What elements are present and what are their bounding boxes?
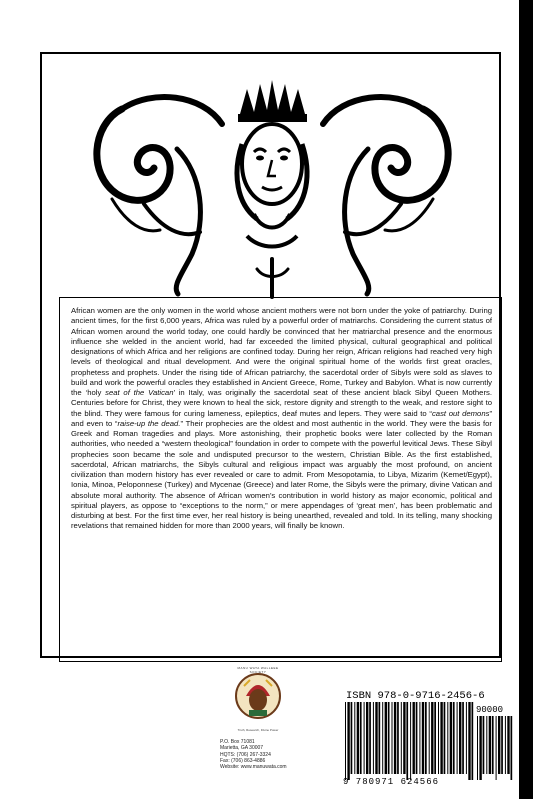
address-line: Website: www.manuwata.com bbox=[220, 764, 287, 771]
publisher-block bbox=[204, 666, 314, 799]
barcode-bar bbox=[486, 716, 487, 774]
synopsis-paragraph bbox=[71, 306, 492, 532]
barcode-bar bbox=[440, 702, 442, 774]
barcode-bar bbox=[369, 702, 371, 774]
barcode-bar bbox=[462, 702, 464, 774]
barcode-bar bbox=[492, 716, 494, 774]
cover-edge-bar bbox=[519, 0, 533, 799]
synopsis-text: ’ in Italy, was originally the sacerdotal seat of these ancient black Sibyl Queen Mothers. Centuries before for Christ, they were known to heal the sick, restore dignity and strength to the weak, and restore sight to the blind. They were famous for curing lameness, epileptics, deaf mutes and lepers. They were said to “ bbox=[71, 388, 492, 418]
barcode-bar bbox=[444, 702, 446, 774]
barcode-bar bbox=[416, 702, 418, 774]
barcode-bar bbox=[347, 702, 349, 780]
barcode-bar bbox=[505, 716, 506, 774]
barcode-bar bbox=[360, 702, 362, 774]
synopsis-text: ” Their prophecies are the oldest and most authentic in the world. They were the basis for Greek and Roman tragedies and plays. More astonishing, their prophetic books were later collected by the Roman authorities, who needed a “western theological” foundation in order to compete with the powerful levitical Jews. These Sibyl prophecies soon became the sole and undisputed precursor to the western, Christian Bible. As the first established, sacerdotal, African matriarchs, the Sibyls cultural and religious impact was arguably the most profound, on ancient civilization than modern history has ever revealed or care to admit. From Mesopotamia, to Libya, Mizarim (Kemet/Egypt), Ionia, Minoa, Peloponnese (Turkey) and Mycenae (Greece) and later Rome, the Sibyls were the primary, divine Vatican and absolute moral authority. The absence of African women’s contribution in world history as major economic, political and spiritual players, as oppose to “exceptions to the norm,” or mere appendages of ‘great men’, has been problematic and disturbing at best. For the first time ever, her real history is being unearthed, revealed and told. In its telling, many shocking revelations that remained hidden for more than 2000 years, will finally be known. bbox=[71, 418, 492, 531]
barcode-bar bbox=[351, 702, 353, 774]
barcode-bar bbox=[483, 716, 485, 774]
address-line: P.O. Box 71081 bbox=[220, 739, 255, 745]
ornamental-mask-illustration bbox=[82, 54, 463, 299]
barcode-bar bbox=[375, 702, 377, 774]
barcode-bar bbox=[373, 702, 374, 774]
barcode-bar bbox=[507, 716, 509, 774]
barcode-bar bbox=[364, 702, 365, 774]
synopsis-text: African women are the only women in the world whose ancient mothers were not born under the yoke of patriarchy. During ancient times, for the first 6,000 years, Africa was ruled by a powerful order of matriarchs. Considering the current status of African women around the world today, one could hardly be convinced that her matriarchal presence and the enormous influence she welded in the ancient world, had far exceeded the limited physical, cultural geographical and political designations of which Africa and her religions are confined today. During her reign, African religions had reached very high levels of theological and ritual development. And were the original spiritual home of the worlds first great oracles, prophetess and prophets. Under the rising tide of African patriarchy, the sacerdotal order of Sibyls were sold as slaves to build and work the powerful oracles they established in Ancient Greece, Rome, Turkey and Babylon. What is now currently the ‘holy bbox=[71, 306, 492, 397]
barcode-bar bbox=[410, 702, 411, 780]
barcode-bar bbox=[422, 702, 424, 774]
barcode-bar bbox=[479, 716, 481, 780]
barcode-bar bbox=[379, 702, 381, 774]
synopsis-emphasis: raise-up the dead. bbox=[117, 418, 181, 428]
barcode-bar bbox=[434, 702, 436, 774]
barcode-bar bbox=[447, 702, 448, 774]
barcode-bar bbox=[406, 702, 408, 780]
barcode-bar bbox=[457, 702, 458, 774]
barcode-bar bbox=[489, 716, 491, 774]
barcode-bar bbox=[397, 702, 399, 774]
publisher-logo-icon bbox=[232, 666, 284, 734]
barcode-bar bbox=[511, 716, 513, 780]
barcode-bar bbox=[501, 716, 503, 774]
barcode-bar bbox=[468, 702, 470, 780]
barcode-bar bbox=[429, 702, 430, 774]
barcode-bar bbox=[392, 702, 393, 774]
address-line: Fax: (706) 863-4886 bbox=[220, 757, 266, 764]
synopsis-text-box bbox=[59, 297, 502, 662]
barcode-bar bbox=[366, 702, 368, 774]
barcode-bar bbox=[466, 702, 467, 774]
barcode-bar bbox=[450, 702, 452, 774]
barcode-bar bbox=[472, 702, 474, 780]
barcode-bar bbox=[401, 702, 402, 774]
barcode-bar bbox=[498, 716, 500, 774]
publisher-address bbox=[220, 739, 310, 770]
synopsis-text: ” and even to “ bbox=[71, 408, 492, 428]
barcode-bar bbox=[459, 702, 461, 774]
barcode-bar bbox=[403, 702, 405, 774]
synopsis-emphasis: seat of the Vatican bbox=[105, 388, 174, 397]
publisher-name: MANU WATA WALLEEE SOCIETY bbox=[237, 666, 279, 674]
isbn-label: ISBN 978-0-9716-2456-6 bbox=[346, 690, 485, 702]
price-code: 90000 bbox=[476, 705, 504, 715]
barcode-bar bbox=[354, 702, 355, 774]
barcode-bar bbox=[357, 702, 359, 774]
barcode-bar bbox=[431, 702, 433, 774]
barcode-bar bbox=[419, 702, 420, 774]
price-barcode bbox=[476, 716, 514, 780]
publisher-motto: Truth, Research, Divine Power bbox=[237, 728, 279, 732]
back-cover-frame bbox=[40, 52, 501, 658]
barcode-bar bbox=[388, 702, 390, 774]
address-line: Marietta, GA 30007 bbox=[220, 745, 264, 752]
barcode-bar bbox=[394, 702, 396, 774]
barcode-bar bbox=[496, 716, 497, 780]
barcode-bar bbox=[413, 702, 415, 774]
synopsis-emphasis: cast out demons bbox=[431, 408, 490, 418]
isbn-barcode bbox=[344, 702, 474, 780]
barcode-bar bbox=[345, 702, 346, 780]
address-line: HQTS: (706) 267-3324 bbox=[220, 751, 271, 758]
barcode-bar bbox=[385, 702, 387, 774]
barcode-bar bbox=[453, 702, 455, 774]
barcode-bar bbox=[382, 702, 383, 774]
barcode-number: 9 780971 624566 bbox=[343, 777, 440, 787]
publisher-emblem bbox=[232, 666, 284, 734]
barcode-bar bbox=[438, 702, 439, 774]
barcode-bar bbox=[425, 702, 427, 774]
barcode-bar bbox=[477, 716, 478, 780]
